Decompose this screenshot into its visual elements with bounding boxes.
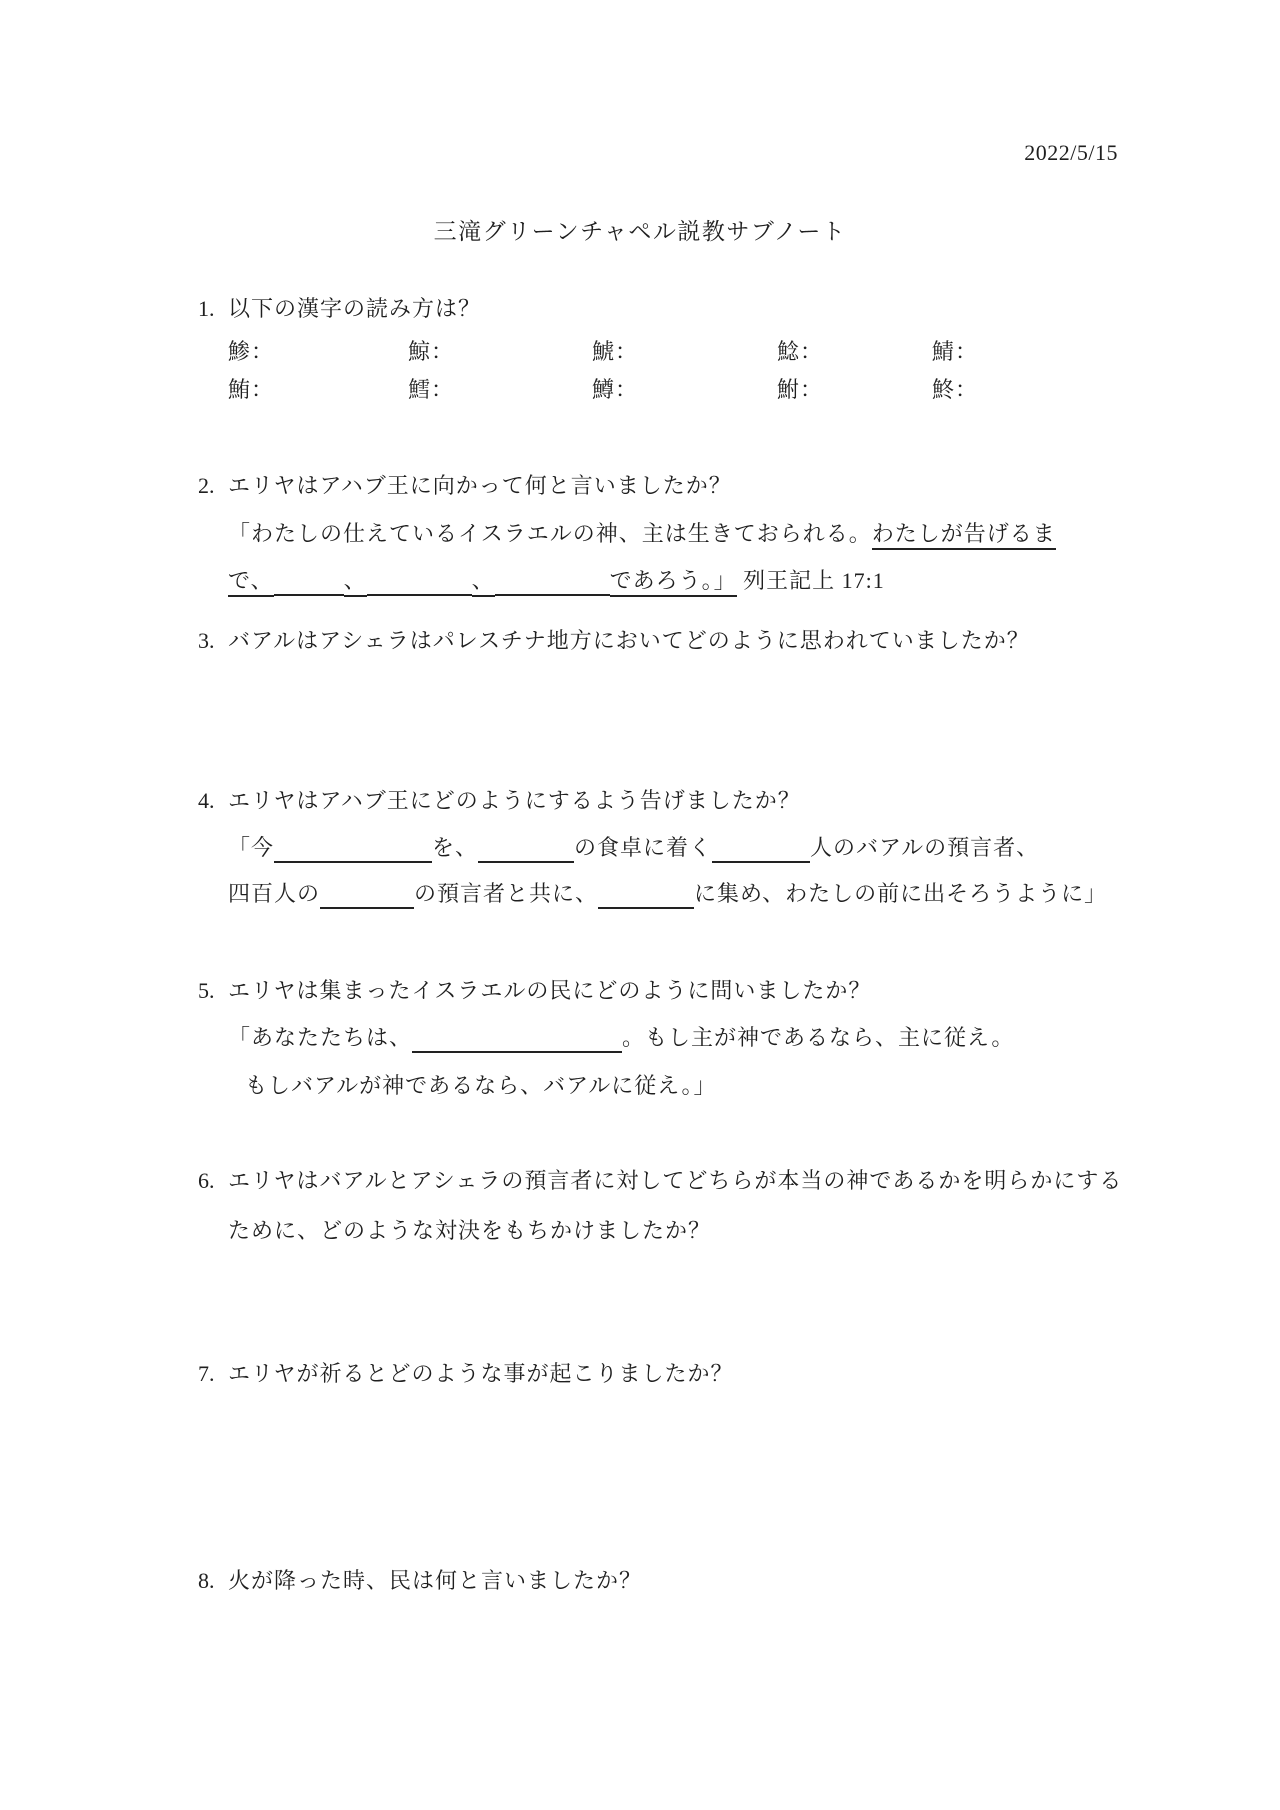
kanji-item: 鯨： [408, 339, 455, 364]
question-prompt [198, 625, 1030, 657]
kanji-item: 鮒： [777, 377, 824, 402]
underlined-text-segment: で、 [228, 568, 274, 597]
kanji-item: 鮪： [228, 377, 275, 402]
question-number: 1. [198, 296, 215, 321]
kanji-item: 鱒： [592, 377, 639, 402]
quote-line [228, 878, 1107, 910]
question-number: 6. [198, 1168, 215, 1193]
question-number: 4. [198, 788, 215, 813]
question-number: 3. [198, 628, 215, 653]
text-segment: 「わたしの仕えているイスラエルの神、主は生きておられる。 [228, 521, 872, 546]
kanji-item: 鯱： [592, 339, 639, 364]
document-date: 2022/5/15 [1024, 140, 1118, 165]
quote-line [228, 832, 1039, 864]
kanji-item: 鮗： [932, 377, 979, 402]
quote-line [228, 565, 885, 597]
kanji-item: 鱈： [408, 377, 455, 402]
question-prompt-text: エリヤが祈るとどのような事が起こりましたか？ [228, 1361, 734, 1386]
blank-field [478, 861, 574, 863]
text-segment: の食卓に着く [574, 835, 713, 860]
blank-field [712, 861, 810, 863]
blank-field [274, 861, 432, 863]
question-prompt [198, 975, 871, 1007]
kanji-item: 鯖： [932, 339, 979, 364]
text-segment: 四百人の [228, 881, 321, 906]
question-prompt [198, 293, 481, 325]
question-prompt-text: エリヤは集まったイスラエルの民にどのように問いましたか？ [228, 978, 872, 1003]
text-segment: 「あなたたちは、 [228, 1025, 413, 1050]
underlined-text-segment: わたしが告げるま [872, 521, 1056, 550]
underlined-text-segment: 、 [472, 568, 495, 597]
quote-line [228, 518, 1056, 550]
question-prompt [198, 1358, 734, 1390]
text-segment: 人のバアルの預言者、 [810, 835, 1040, 860]
question-prompt-continuation: ために、どのような対決をもちかけましたか？ [228, 1218, 712, 1243]
blank-field [320, 907, 414, 909]
question-prompt-text: 火が降った時、民は何と言いましたか？ [228, 1568, 643, 1593]
question-prompt [198, 1165, 1122, 1197]
question-prompt-text: エリヤはアハブ王に向かって何と言いましたか？ [228, 473, 732, 498]
question-number: 5. [198, 978, 215, 1003]
blank-field [274, 594, 344, 596]
blank-field [367, 594, 472, 596]
kanji-row-2 [228, 374, 978, 406]
underlined-text-segment: 、 [344, 568, 367, 597]
question-prompt-text: バアルはアシェラはパレスチナ地方においてどのように思われていましたか？ [228, 628, 1030, 653]
underlined-text-segment: であろう。」 [610, 568, 737, 597]
text-segment: 「今 [228, 835, 275, 860]
text-segment: の預言者と共に、 [414, 881, 599, 906]
question-prompt [198, 1565, 642, 1597]
question-prompt-text: エリヤはバアルとアシェラの預言者に対してどちらが本当の神であるかを明らかにする [228, 1168, 1123, 1193]
kanji-item: 鯵： [228, 339, 275, 364]
question-prompt-text: 以下の漢字の読み方は？ [228, 296, 482, 321]
question-prompt [198, 470, 732, 502]
blank-field [412, 1051, 622, 1053]
kanji-item: 鯰： [777, 339, 824, 364]
question-number: 8. [198, 1568, 215, 1593]
document-title: 三滝グリーンチャペル説教サブノート [433, 219, 847, 244]
question-number: 2. [198, 473, 215, 498]
text-segment: を、 [432, 835, 479, 860]
question-prompt [198, 785, 801, 817]
text-segment: 列王記上 17:1 [736, 568, 885, 593]
text-segment: に集め、わたしの前に出そろうように」 [694, 881, 1108, 906]
question-prompt-text: エリヤはアハブ王にどのようにするよう告げましたか？ [228, 788, 801, 813]
quote-line: もしバアルが神であるなら、バアルに従え。」 [245, 1073, 717, 1098]
blank-field [598, 907, 694, 909]
quote-line [228, 1022, 1014, 1054]
kanji-row-1 [228, 336, 978, 368]
question-number: 7. [198, 1361, 215, 1386]
blank-field [495, 594, 610, 596]
text-segment: 。もし主が神であるなら、主に従え。 [622, 1025, 1015, 1050]
